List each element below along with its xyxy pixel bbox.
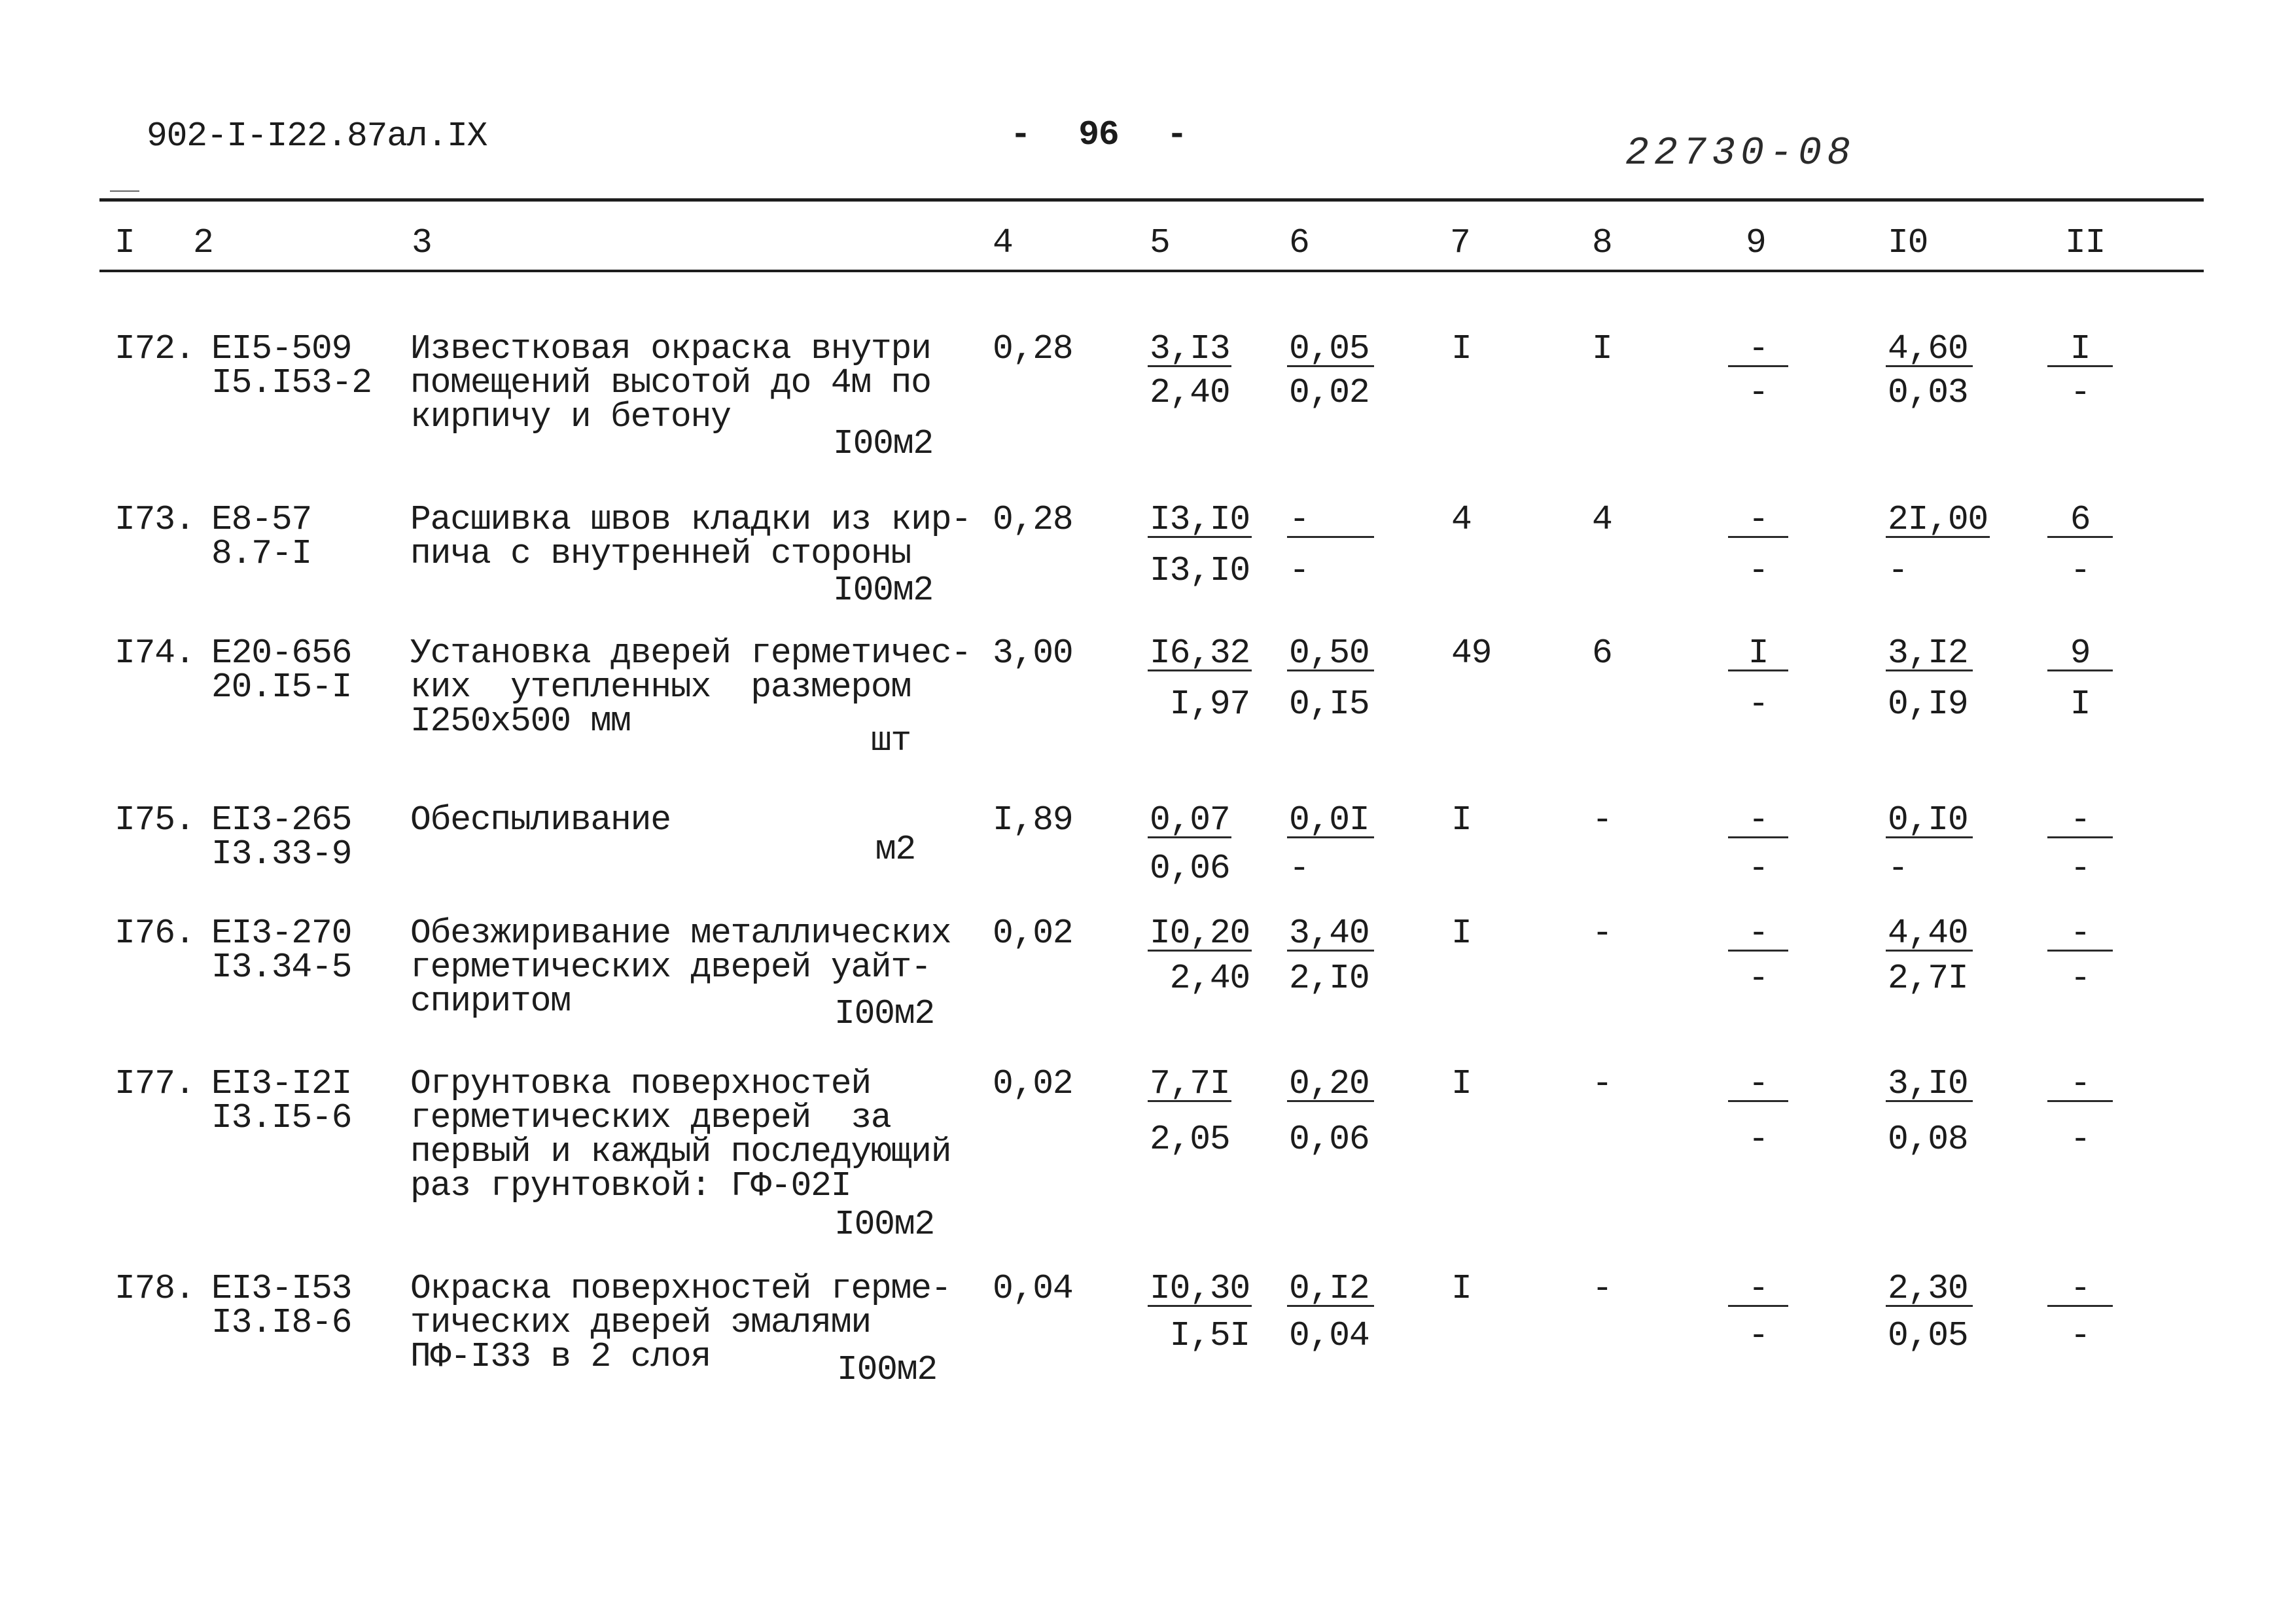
col-10-top-value: 4,40 (1886, 917, 1973, 952)
col-6-fraction (1287, 914, 1374, 998)
col-9-top-value: - (1728, 1067, 1788, 1102)
col-5-bottom-value: 2,05 (1150, 1120, 1230, 1159)
col-5-top-value: 7,7I (1148, 1067, 1231, 1102)
estimate-code-line: 8.7-I (211, 534, 312, 573)
col-10-fraction (1886, 800, 1973, 888)
col-9-top-value: - (1728, 804, 1788, 838)
col-6-bottom-value: - (1289, 849, 1309, 888)
work-description-line: Установка дверей герметичес- (410, 633, 971, 673)
table-row (0, 500, 2296, 610)
estimate-code-line: E8-57 (211, 500, 312, 539)
col-10-fraction (1886, 633, 1973, 724)
col-9-fraction (1728, 914, 1788, 998)
col-5-bottom-value: I,5I (1169, 1316, 1250, 1355)
col-6-fraction (1287, 500, 1374, 590)
col-6-fraction (1287, 329, 1374, 412)
unit-of-measure: I00м2 (834, 994, 934, 1033)
document-code: 902-I-I22.87ал.IX (147, 116, 487, 156)
col-9-fraction (1728, 1064, 1788, 1159)
col-5-bottom-value: I,97 (1169, 685, 1250, 724)
col-10-fraction (1886, 914, 1973, 998)
unit-of-measure: I00м2 (836, 1350, 937, 1389)
col-5-fraction (1148, 1064, 1231, 1159)
col-7-value: I (1451, 800, 1472, 840)
col-10-top-value: 3,I2 (1886, 637, 1973, 671)
unit-of-measure: м2 (875, 830, 915, 869)
col-5-fraction (1148, 914, 1252, 998)
work-description-line: тических дверей эмалями (410, 1303, 871, 1342)
col-5-fraction (1148, 329, 1231, 412)
column-header-bottom-rule (99, 270, 2204, 272)
col-5-bottom-value: I3,I0 (1150, 551, 1250, 590)
col-6-fraction (1287, 633, 1374, 724)
column-header-4: 4 (993, 223, 1013, 262)
col-9-top-value: - (1728, 1272, 1788, 1307)
table-row (0, 914, 2296, 1033)
row-number: I75. (115, 800, 195, 840)
col-6-bottom-value: 0,06 (1289, 1120, 1369, 1159)
col-11-bottom-value: - (2070, 551, 2091, 590)
col-6-bottom-value: - (1289, 551, 1309, 590)
column-header-11: II (2065, 223, 2106, 262)
col-4-value: 0,28 (993, 500, 1073, 539)
estimate-code-line: I3.34-5 (211, 948, 352, 987)
work-description-line: Огрунтовка поверхностей (410, 1064, 871, 1103)
page-number: - 96 - (1010, 115, 1187, 154)
col-10-top-value: 3,I0 (1886, 1067, 1973, 1102)
column-header-10: I0 (1888, 223, 1928, 262)
row-number: I74. (115, 633, 195, 673)
column-header-1: I (115, 223, 135, 262)
col-11-bottom-value: - (2070, 373, 2091, 412)
col-8-value: - (1592, 914, 1612, 953)
row-number: I73. (115, 500, 195, 539)
col-6-top-value: - (1287, 503, 1374, 538)
table-row (0, 1064, 2296, 1244)
col-10-fraction (1886, 1064, 1973, 1159)
table-top-rule (99, 198, 2204, 202)
work-description-line: ких утепленных размером (410, 668, 911, 707)
col-10-bottom-value: - (1888, 849, 1908, 888)
col-5-top-value: I0,30 (1148, 1272, 1252, 1307)
work-description-line: герметических дверей за (410, 1098, 891, 1137)
estimate-code-line: I3.I8-6 (211, 1303, 352, 1342)
row-number: I77. (115, 1064, 195, 1103)
col-9-fraction (1728, 500, 1788, 590)
col-9-bottom-value: - (1748, 373, 1769, 412)
col-10-top-value: 2I,00 (1886, 503, 1990, 538)
col-9-bottom-value: - (1748, 849, 1769, 888)
handwritten-inventory-number: 22730-08 (1625, 132, 1856, 176)
col-5-top-value: I6,32 (1148, 637, 1252, 671)
column-header-3: 3 (412, 223, 432, 262)
col-11-fraction (2047, 1064, 2113, 1159)
col-5-fraction (1148, 633, 1252, 724)
col-4-value: 0,02 (993, 914, 1073, 953)
col-6-top-value: 0,0I (1287, 804, 1374, 838)
work-description-line: Расшивка швов кладки из кир- (410, 500, 971, 539)
work-description-line: герметических дверей уайт- (410, 948, 931, 987)
col-5-top-value: 0,07 (1148, 804, 1231, 838)
col-7-value: I (1451, 329, 1472, 368)
col-10-bottom-value: - (1888, 551, 1908, 590)
work-description-line: Известковая окраска внутри (410, 329, 931, 368)
col-11-top-value: - (2047, 1272, 2113, 1307)
work-description-line: ПФ-I33 в 2 слоя (410, 1337, 711, 1376)
estimate-code-line: I3.I5-6 (211, 1098, 352, 1137)
estimate-code-line: EI3-I53 (211, 1269, 352, 1308)
col-9-bottom-value: - (1748, 551, 1769, 590)
work-description-line: пича с внутренней стороны (410, 534, 911, 573)
work-description-line: Обезжиривание металлических (410, 914, 951, 953)
column-header-8: 8 (1592, 223, 1612, 262)
col-9-bottom-value: - (1748, 1316, 1769, 1355)
col-6-top-value: 0,50 (1287, 637, 1374, 671)
table-row (0, 800, 2296, 888)
col-5-bottom-value: 2,40 (1150, 373, 1230, 412)
table-row (0, 633, 2296, 760)
col-8-value: - (1592, 800, 1612, 840)
table-row (0, 1269, 2296, 1389)
column-header-5: 5 (1150, 223, 1170, 262)
col-9-fraction (1728, 1269, 1788, 1355)
col-9-fraction (1728, 633, 1788, 724)
col-7-value: 49 (1451, 633, 1492, 673)
col-10-fraction (1886, 1269, 1973, 1355)
col-5-fraction (1148, 800, 1231, 888)
col-6-top-value: 0,I2 (1287, 1272, 1374, 1307)
col-7-value: 4 (1451, 500, 1472, 539)
col-10-fraction (1886, 500, 1990, 590)
row-number: I72. (115, 329, 195, 368)
col-5-bottom-value: 0,06 (1150, 849, 1230, 888)
col-6-top-value: 0,20 (1287, 1067, 1374, 1102)
col-10-top-value: 0,I0 (1886, 804, 1973, 838)
col-11-fraction (2047, 500, 2113, 590)
estimate-code-line: I5.I53-2 (211, 363, 372, 402)
col-10-fraction (1886, 329, 1973, 412)
work-description-line: раз грунтовкой: ГФ-02I (410, 1166, 851, 1205)
col-11-bottom-value: - (2070, 849, 2091, 888)
col-6-top-value: 0,05 (1287, 332, 1374, 367)
col-5-top-value: I3,I0 (1148, 503, 1252, 538)
col-5-fraction (1148, 500, 1252, 590)
col-11-fraction (2047, 800, 2113, 888)
col-5-top-value: I0,20 (1148, 917, 1252, 952)
unit-of-measure: I00м2 (834, 1205, 934, 1244)
unit-of-measure: I00м2 (832, 424, 933, 463)
col-11-top-value: - (2047, 917, 2113, 952)
col-7-value: I (1451, 914, 1472, 953)
col-5-top-value: 3,I3 (1148, 332, 1231, 367)
work-description-line: Обеспыливание (410, 800, 671, 840)
column-header-2: 2 (193, 223, 213, 262)
col-11-top-value: I (2047, 332, 2113, 367)
table-row (0, 329, 2296, 463)
col-11-top-value: 9 (2047, 637, 2113, 671)
unit-of-measure: I00м2 (832, 571, 933, 610)
col-6-bottom-value: 0,04 (1289, 1316, 1369, 1355)
column-header-9: 9 (1746, 223, 1766, 262)
col-11-top-value: - (2047, 1067, 2113, 1102)
col-11-fraction (2047, 1269, 2113, 1355)
work-description-line: первый и каждый последующий (410, 1132, 951, 1171)
col-5-fraction (1148, 1269, 1252, 1355)
column-header-6: 6 (1289, 223, 1309, 262)
work-description-line: спиритом (410, 982, 571, 1021)
corner-mark (110, 190, 139, 192)
col-8-value: - (1592, 1269, 1612, 1308)
col-11-bottom-value: - (2070, 1316, 2091, 1355)
col-6-fraction (1287, 1064, 1374, 1159)
col-9-top-value: - (1728, 917, 1788, 952)
col-9-fraction (1728, 800, 1788, 888)
col-11-fraction (2047, 633, 2113, 724)
col-9-top-value: I (1728, 637, 1788, 671)
col-11-bottom-value: - (2070, 959, 2091, 998)
col-8-value: I (1592, 329, 1612, 368)
col-10-bottom-value: 2,7I (1888, 959, 1968, 998)
col-10-bottom-value: 0,03 (1888, 373, 1968, 412)
col-6-top-value: 3,40 (1287, 917, 1374, 952)
col-11-fraction (2047, 914, 2113, 998)
work-description-line: Окраска поверхностей герме- (410, 1269, 951, 1308)
col-4-value: 0,04 (993, 1269, 1073, 1308)
col-8-value: 4 (1592, 500, 1612, 539)
col-11-fraction (2047, 329, 2113, 412)
estimate-code-line: E20-656 (211, 633, 352, 673)
col-11-bottom-value: - (2070, 1120, 2091, 1159)
col-4-value: I,89 (993, 800, 1073, 840)
estimate-code-line: 20.I5-I (211, 668, 352, 707)
col-6-bottom-value: 2,I0 (1289, 959, 1369, 998)
estimate-code-line: EI5-509 (211, 329, 352, 368)
col-9-bottom-value: - (1748, 959, 1769, 998)
estimate-code-line: EI3-I2I (211, 1064, 352, 1103)
column-header-7: 7 (1450, 223, 1470, 262)
row-number: I76. (115, 914, 195, 953)
col-10-top-value: 4,60 (1886, 332, 1973, 367)
col-10-bottom-value: 0,05 (1888, 1316, 1968, 1355)
col-6-fraction (1287, 1269, 1374, 1355)
col-11-top-value: 6 (2047, 503, 2113, 538)
estimate-code-line: EI3-270 (211, 914, 352, 953)
col-10-bottom-value: 0,08 (1888, 1120, 1968, 1159)
work-description-line: кирпичу и бетону (410, 397, 731, 437)
col-7-value: I (1451, 1269, 1472, 1308)
col-6-fraction (1287, 800, 1374, 888)
row-number: I78. (115, 1269, 195, 1308)
col-8-value: 6 (1592, 633, 1612, 673)
col-4-value: 0,02 (993, 1064, 1073, 1103)
col-9-bottom-value: - (1748, 1120, 1769, 1159)
col-9-top-value: - (1728, 503, 1788, 538)
estimate-code-line: EI3-265 (211, 800, 352, 840)
work-description-line: I250х500 мм (410, 702, 631, 741)
col-5-bottom-value: 2,40 (1169, 959, 1250, 998)
col-10-top-value: 2,30 (1886, 1272, 1973, 1307)
col-9-top-value: - (1728, 332, 1788, 367)
estimate-code-line: I3.33-9 (211, 834, 352, 874)
col-8-value: - (1592, 1064, 1612, 1103)
col-11-top-value: - (2047, 804, 2113, 838)
col-6-bottom-value: 0,I5 (1289, 685, 1369, 724)
work-description-line: помещений высотой до 4м по (410, 363, 931, 402)
col-4-value: 3,00 (993, 633, 1073, 673)
unit-of-measure: шт (870, 721, 911, 760)
col-7-value: I (1451, 1064, 1472, 1103)
col-4-value: 0,28 (993, 329, 1073, 368)
col-6-bottom-value: 0,02 (1289, 373, 1369, 412)
col-9-bottom-value: - (1748, 685, 1769, 724)
col-11-bottom-value: I (2070, 685, 2091, 724)
col-9-fraction (1728, 329, 1788, 412)
col-10-bottom-value: 0,I9 (1888, 685, 1968, 724)
